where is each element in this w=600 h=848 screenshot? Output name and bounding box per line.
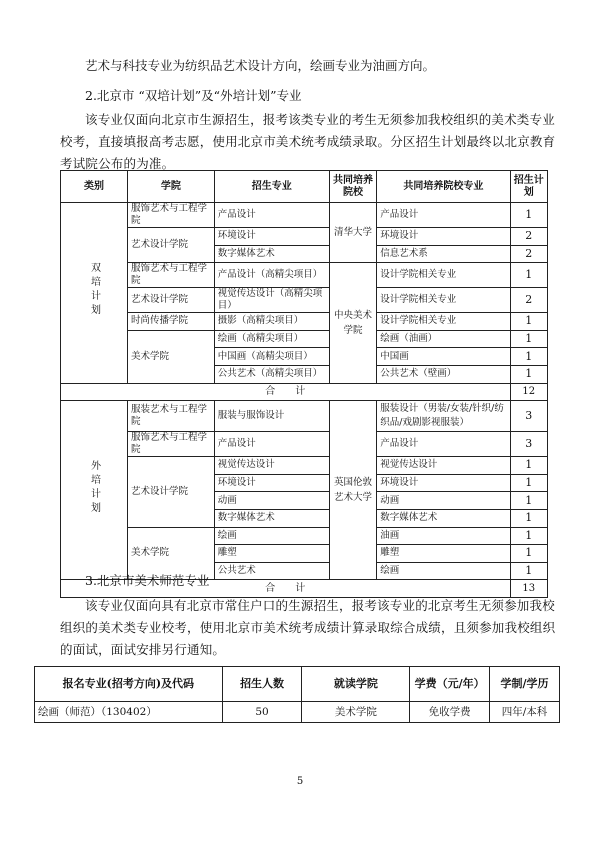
college-cell: 艺术设计学院 — [128, 457, 215, 527]
table-row — [61, 401, 548, 432]
plan-cell: 1 — [510, 348, 547, 366]
table-row — [61, 432, 548, 457]
joint-training-plan-table — [60, 170, 548, 598]
major-cell: 视觉传达设计 — [214, 457, 329, 475]
major-cell: 中国画（高精尖项目） — [214, 348, 329, 366]
college-cell: 艺术设计学院 — [128, 288, 215, 313]
partner-cell: 英国伦敦艺术大学 — [329, 401, 377, 580]
partner-major-cell: 公共艺术（壁画） — [377, 365, 510, 383]
partner-major-cell: 绘画 — [377, 562, 510, 580]
partner-major-cell: 产品设计 — [377, 203, 510, 228]
college-cell: 服装艺术与工程学院 — [128, 401, 215, 432]
plan-cell: 1 — [510, 492, 547, 510]
category-cell — [61, 203, 128, 384]
major-cell: 公共艺术（高精尖项目） — [214, 365, 329, 383]
total-value: 13 — [510, 580, 547, 598]
partner-major-cell: 环境设计 — [377, 474, 510, 492]
plan-cell: 3 — [510, 432, 547, 457]
major-cell: 绘画（高精尖项目） — [214, 330, 329, 348]
plan-cell: 1 — [510, 509, 547, 527]
partner-major-cell: 雕塑 — [377, 545, 510, 563]
partner-major-cell: 视觉传达设计 — [377, 457, 510, 475]
art-teacher-major-table — [34, 666, 560, 723]
plan-cell: 2 — [510, 228, 547, 246]
college-cell: 服饰艺术与工程学院 — [128, 203, 215, 228]
major-cell: 公共艺术 — [214, 562, 329, 580]
column-header: 就读学院 — [302, 667, 410, 702]
plan-cell: 2 — [510, 245, 547, 263]
column-header: 学院 — [128, 171, 215, 203]
partner-cell: 清华大学 — [329, 203, 377, 263]
plan-cell: 1 — [510, 474, 547, 492]
partner-major-cell: 油画 — [377, 527, 510, 545]
major-cell: 产品设计（高精尖项目） — [214, 263, 329, 288]
major-cell: 数字媒体艺术 — [214, 245, 329, 263]
table-row — [61, 330, 548, 348]
top-line: 艺术与科技专业为纺织品艺术设计方向，绘画专业为油画方向。 — [85, 58, 436, 73]
major-cell: 摄影（高精尖项目） — [214, 313, 329, 331]
partner-major-cell: 中国画 — [377, 348, 510, 366]
major-cell: 环境设计 — [214, 228, 329, 246]
column-header: 学制/学历 — [490, 667, 560, 702]
major-cell: 绘画 — [214, 527, 329, 545]
plan-cell: 1 — [510, 330, 547, 348]
partner-cell: 中央美术学院 — [329, 263, 377, 383]
table-row — [61, 457, 548, 475]
table-header-row — [61, 171, 548, 203]
column-header: 共同培养院校专业 — [377, 171, 510, 203]
major-cell: 产品设计 — [214, 203, 329, 228]
fee-cell: 免收学费 — [410, 702, 490, 723]
partner-major-cell: 服装设计（男装/女装/针织/纺织品/戏剧影视服装） — [377, 401, 510, 432]
college-cell: 艺术设计学院 — [128, 228, 215, 263]
major-cell: 数字媒体艺术 — [214, 509, 329, 527]
duration-cell: 四年/本科 — [490, 702, 560, 723]
category-cell — [61, 401, 128, 580]
table-row — [61, 228, 548, 246]
category-label: 双培计划 — [88, 262, 100, 319]
section-2-paragraph: 该专业仅面向北京市生源招生，报考该类专业的考生无须参加我校组织的美术类专业校考，直接填报高考志愿，使用北京市美术统考成绩录取。分区招生计划最终以北京教育考试院公布的为准。 — [60, 112, 556, 171]
college-cell: 美术学院 — [128, 527, 215, 580]
column-header: 招生计划 — [510, 171, 547, 203]
major-cell: 雕塑 — [214, 545, 329, 563]
plan-cell: 1 — [510, 313, 547, 331]
major-cell: 视觉传达设计（高精尖项目） — [214, 288, 329, 313]
page-number: 5 — [296, 776, 304, 787]
plan-cell: 1 — [510, 203, 547, 228]
table-row — [61, 263, 548, 288]
college-cell: 美术学院 — [128, 330, 215, 383]
table-row — [61, 203, 548, 228]
total-row — [61, 383, 548, 401]
major-code-cell: 绘画（师范）（130402） — [35, 702, 223, 723]
major-cell: 产品设计 — [214, 432, 329, 457]
plan-cell: 1 — [510, 457, 547, 475]
column-header: 招生人数 — [222, 667, 302, 702]
major-cell: 服装与服饰设计 — [214, 401, 329, 432]
college-cell: 服饰艺术与工程学院 — [128, 432, 215, 457]
partner-major-cell: 设计学院相关专业 — [377, 263, 510, 288]
plan-cell: 1 — [510, 545, 547, 563]
major-cell: 动画 — [214, 492, 329, 510]
partner-major-cell: 数字媒体艺术 — [377, 509, 510, 527]
plan-cell: 1 — [510, 562, 547, 580]
table-row — [35, 702, 560, 723]
column-header: 共同培养院校 — [329, 171, 377, 203]
partner-major-cell: 产品设计 — [377, 432, 510, 457]
column-header: 类别 — [61, 171, 128, 203]
column-header: 学费（元/年） — [410, 667, 490, 702]
table-row — [61, 288, 548, 313]
partner-major-cell: 动画 — [377, 492, 510, 510]
partner-major-cell: 设计学院相关专业 — [377, 313, 510, 331]
column-header: 招生专业 — [214, 171, 329, 203]
total-value: 12 — [510, 383, 547, 401]
table-row — [61, 527, 548, 545]
count-cell: 50 — [222, 702, 302, 723]
section-3-paragraph: 该专业仅面向具有北京市常住户口的生源招生，报考该专业的北京考生无须参加我校组织的美术类专业校考，使用北京市美术统考成绩计算录取综合成绩，且须参加我校组织的面试，面试安排另行通知。 — [60, 598, 556, 657]
college-cell: 服饰艺术与工程学院 — [128, 263, 215, 288]
major-cell: 环境设计 — [214, 474, 329, 492]
section-3-heading: 3.北京市美术师范专业 — [85, 573, 210, 588]
plan-cell: 1 — [510, 263, 547, 288]
plan-cell: 1 — [510, 365, 547, 383]
section-2-heading: 2.北京市 “双培计划”及“外培计划”专业 — [85, 88, 302, 103]
total-label: 合 计 — [61, 383, 511, 401]
plan-cell: 3 — [510, 401, 547, 432]
partner-major-cell: 绘画（油画） — [377, 330, 510, 348]
partner-major-cell: 信息艺术系 — [377, 245, 510, 263]
college-cell: 美术学院 — [302, 702, 410, 723]
plan-cell: 1 — [510, 527, 547, 545]
plan-cell: 2 — [510, 288, 547, 313]
partner-major-cell: 设计学院相关专业 — [377, 288, 510, 313]
table-row — [61, 313, 548, 331]
table-header-row — [35, 667, 560, 702]
category-label: 外培计划 — [88, 459, 100, 516]
partner-major-cell: 环境设计 — [377, 228, 510, 246]
column-header: 报名专业(招考方向)及代码 — [35, 667, 223, 702]
college-cell: 时尚传播学院 — [128, 313, 215, 331]
total-label: 合 计 — [61, 580, 511, 598]
